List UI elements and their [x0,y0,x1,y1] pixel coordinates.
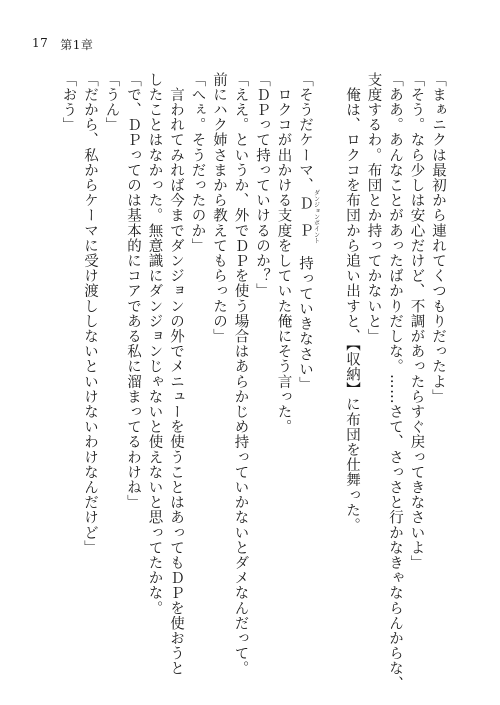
text-line: 言われてみれば今までダンジョンの外でメニューを使うことはあってもＤＰを使おうと [168,72,184,676]
paragraph-gap [319,72,341,672]
text-line: ロクコが出かける支度をしていた俺にそう言った。 [275,72,292,435]
text-segment: 「そうだケーマ、 [297,72,313,193]
ruby-reading: ダンジョンポイント [312,189,320,244]
text-line: 「うん」 [103,72,120,133]
text-line: 「へぇ。そうだったのか」 [189,72,206,254]
text-line: 「ああ。あんなことがあったばかりだしな。……さて、さっさと行かなきゃならんからな、 [387,72,403,692]
text-line: 「ＤＰって持っていけるのか？」 [254,72,270,299]
text-line: 前にハク姉さまから教えてもらったの」 [211,72,227,344]
ruby-annotation [297,189,320,244]
text-line: 「まぁニクは最初から連れてくつもりだったよ」 [430,72,446,405]
text-line: 「そう。なら少しは安心だけど、不調があったらすぐ戻ってきなさいよ」 [408,72,425,571]
ruby-base: ＤＰ [297,189,313,244]
text-line: 「で、ＤＰってのは基本的にコアである私に溜まってるわけね」 [125,72,141,510]
text-line [294,72,320,672]
text-line: 「ええ。というか、外でＤＰを使う場合はあらかじめ持っていかないとダメなんだって。 [232,72,249,676]
text-line: 「おう」 [60,72,77,133]
text-segment: 持っていきなさい」 [297,240,313,392]
running-header [32,36,93,53]
text-line: 「だから、私からケーマに受け渡ししないといけないわけなんだけど」 [82,72,98,556]
text-line: したことはなかった。無意識にダンジョンじゃないと使えないと思ってたかな。 [146,72,163,616]
text-line: 支度するわ。布団とか持ってかないと」 [365,72,382,344]
text-line: 俺は、ロクコを布団から追い出すと、【収納】に布団を仕舞った。 [344,72,360,533]
page-number: 17 [32,36,49,50]
chapter-title: 第1章 [60,38,94,52]
vertical-text-body [57,72,448,692]
